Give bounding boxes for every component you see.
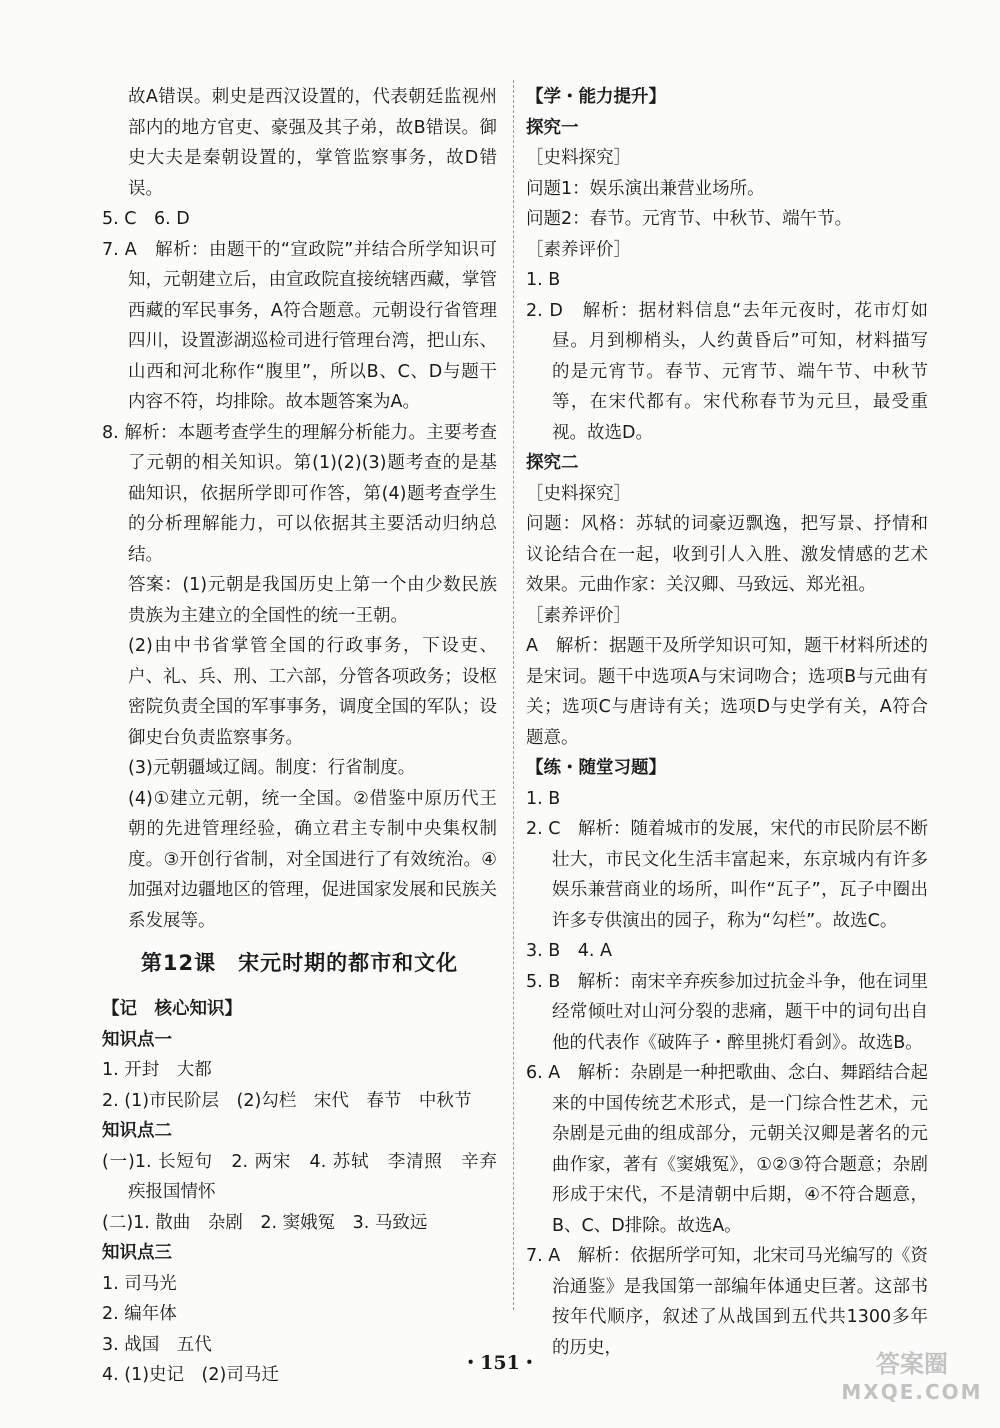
column-divider [513,80,514,1310]
right-line: 3. B 4. A [526,941,612,961]
left-line: 2. 编年体 [102,1304,177,1324]
section-heading: 知识点一 [102,1029,172,1050]
left-line: 5. C 6. D [102,209,190,229]
left-line: 8. 解析：本题考查学生的理解分析能力。主要考查了元朝的相关知识。第(1)(2)(3)题考查的是基础知识，依据所学即可作答，第(4)题考查学生的分析理解能力，可以依据其主要活动归纳总结。 [102,422,497,565]
left-line: 3. 战国 五代 [102,1334,212,1355]
right-line: ［素养评价］ [526,605,631,626]
left-line: (二)1. 散曲 杂剧 2. 窦娥冤 3. 马致远 [102,1212,428,1233]
section-heading: 【学・能力提升】 [526,87,666,107]
section-heading: 知识点三 [102,1243,172,1263]
left-line: 4. (1)史记 (2)司马迁 [102,1365,279,1385]
watermark-logo [832,1350,992,1422]
left-column [102,82,497,1391]
left-line: (一)1. 长短句 2. 两宋 4. 苏轼 李清照 辛弃疾报国情怀 [102,1151,497,1202]
right-line: 2. C 解析：随着城市的发展，宋代的市民阶层不断壮大，市民文化生活丰富起来，东京城内有许多娱乐兼营商业的场所，叫作“瓦子”，瓦子中圈出许多专供演出的园子，称为“勾栏”。故选C。 [526,819,928,931]
right-line: 5. B 解析：南宋辛弃疾参加过抗金斗争，他在词里经常倾吐对山河分裂的悲痛，题干中的词句出自他的代表作《破阵子・醉里挑灯看剑》。故选B。 [526,971,928,1053]
section-heading: 【练・随堂习题】 [526,758,666,778]
section-heading: 探究二 [526,453,579,473]
right-line: ［史料探究］ [526,483,631,504]
left-line: (4)①建立元朝，统一全国。②借鉴中原历代王朝的先进管理经验，确立君主专制中央集权制度。③开创行省制，对全国进行了有效统治。④加强对边疆地区的管理，促进国家发展和民族关系发展等。 [128,788,497,931]
left-line: 答案：(1)元朝是我国历史上第一个由少数民族贵族为主建立的全国性的统一王朝。 [128,575,497,626]
right-line: A 解析：据题干及所学知识可知，题干材料所述的是宋词。题干中选项A与宋词吻合；选项B与元曲有关；选项C与唐诗有关；选项D与史学有关，A符合题意。 [526,636,928,748]
left-line: (2)由中书省掌管全国的行政事务，下设吏、户、礼、兵、刑、工六部，分管各项政务；设枢密院负责全国的军事事务，调度全国的军队；设御史台负责监察事务。 [128,636,497,748]
right-line: 1. B [526,270,561,290]
right-line: 问题1：娱乐演出兼营业场所。 [526,178,765,199]
left-line: 1. 司马光 [102,1273,177,1294]
page-number: ・151・ [461,1352,539,1374]
section-heading: 知识点二 [102,1121,172,1141]
right-line: 问题2：春节。元宵节、中秋节、端午节。 [526,209,853,229]
lesson-title: 第12课 宋元时期的都市和文化 [140,951,459,975]
right-column [526,82,928,1363]
right-line: 2. D 解析：据材料信息“去年元夜时，花市灯如昼。月到柳梢头，人约黄昏后”可知，材料描写的是元宵节。春节、元宵节、端午节、中秋节等，在宋代都有。宋代称春节为元旦，最受重视。故选D。 [526,300,928,443]
left-line: 7. A 解析：由题干的“宣政院”并结合所学知识可知，元朝建立后，由宣政院直接统辖西藏，掌管西藏的军民事务，A符合题意。元朝设行省管理四川，设置澎湖巡检司进行管理台湾，把山东、山西和河北称作“腹里”，所以B、C、D与题干内容不符，均排除。故本题答案为A。 [102,239,497,412]
right-line: 7. A 解析：依据所学可知，北宋司马光编写的《资治通鉴》是我国第一部编年体通史巨著。这部书按年代顺序，叙述了从战国到五代共1300多年的历史， [526,1246,928,1358]
right-line: ［史料探究］ [526,148,631,168]
section-heading: 【记 核心知识】 [102,999,242,1019]
right-line: 6. A 解析：杂剧是一种把歌曲、念白、舞蹈结合起来的中国传统艺术形式，是一门综合性艺术，元杂剧是元曲的组成部分，元朝关汉卿是著名的元曲作家，著有《窦娥冤》，①②③符合题意；杂剧形成于宋代，不是清朝中后期，④不符合题意，B、C、D排除。故选A。 [526,1063,928,1236]
watermark-url: MXQE.COM [841,1380,983,1404]
right-line: ［素养评价］ [526,239,631,260]
right-line: 1. B [526,788,561,809]
left-line: 2. (1)市民阶层 (2)勾栏 宋代 春节 中秋节 [102,1090,472,1111]
right-line: 问题：风格：苏轼的词豪迈飘逸，把写景、抒情和议论结合在一起，收到引人入胜、激发情感的艺术效果。元曲作家：关汉卿、马致远、郑光祖。 [526,514,928,595]
left-line: (3)元朝疆域辽阔。制度：行省制度。 [128,758,416,778]
left-line: 故A错误。刺史是西汉设置的，代表朝廷监视州部内的地方官吏、豪强及其子弟，故B错误。御史大夫是秦朝设置的，掌管监察事务，故D错误。 [128,87,497,199]
left-line: 1. 开封 大都 [102,1060,212,1080]
watermark-text: 答案圈 [876,1350,948,1378]
section-heading: 探究一 [526,117,579,138]
